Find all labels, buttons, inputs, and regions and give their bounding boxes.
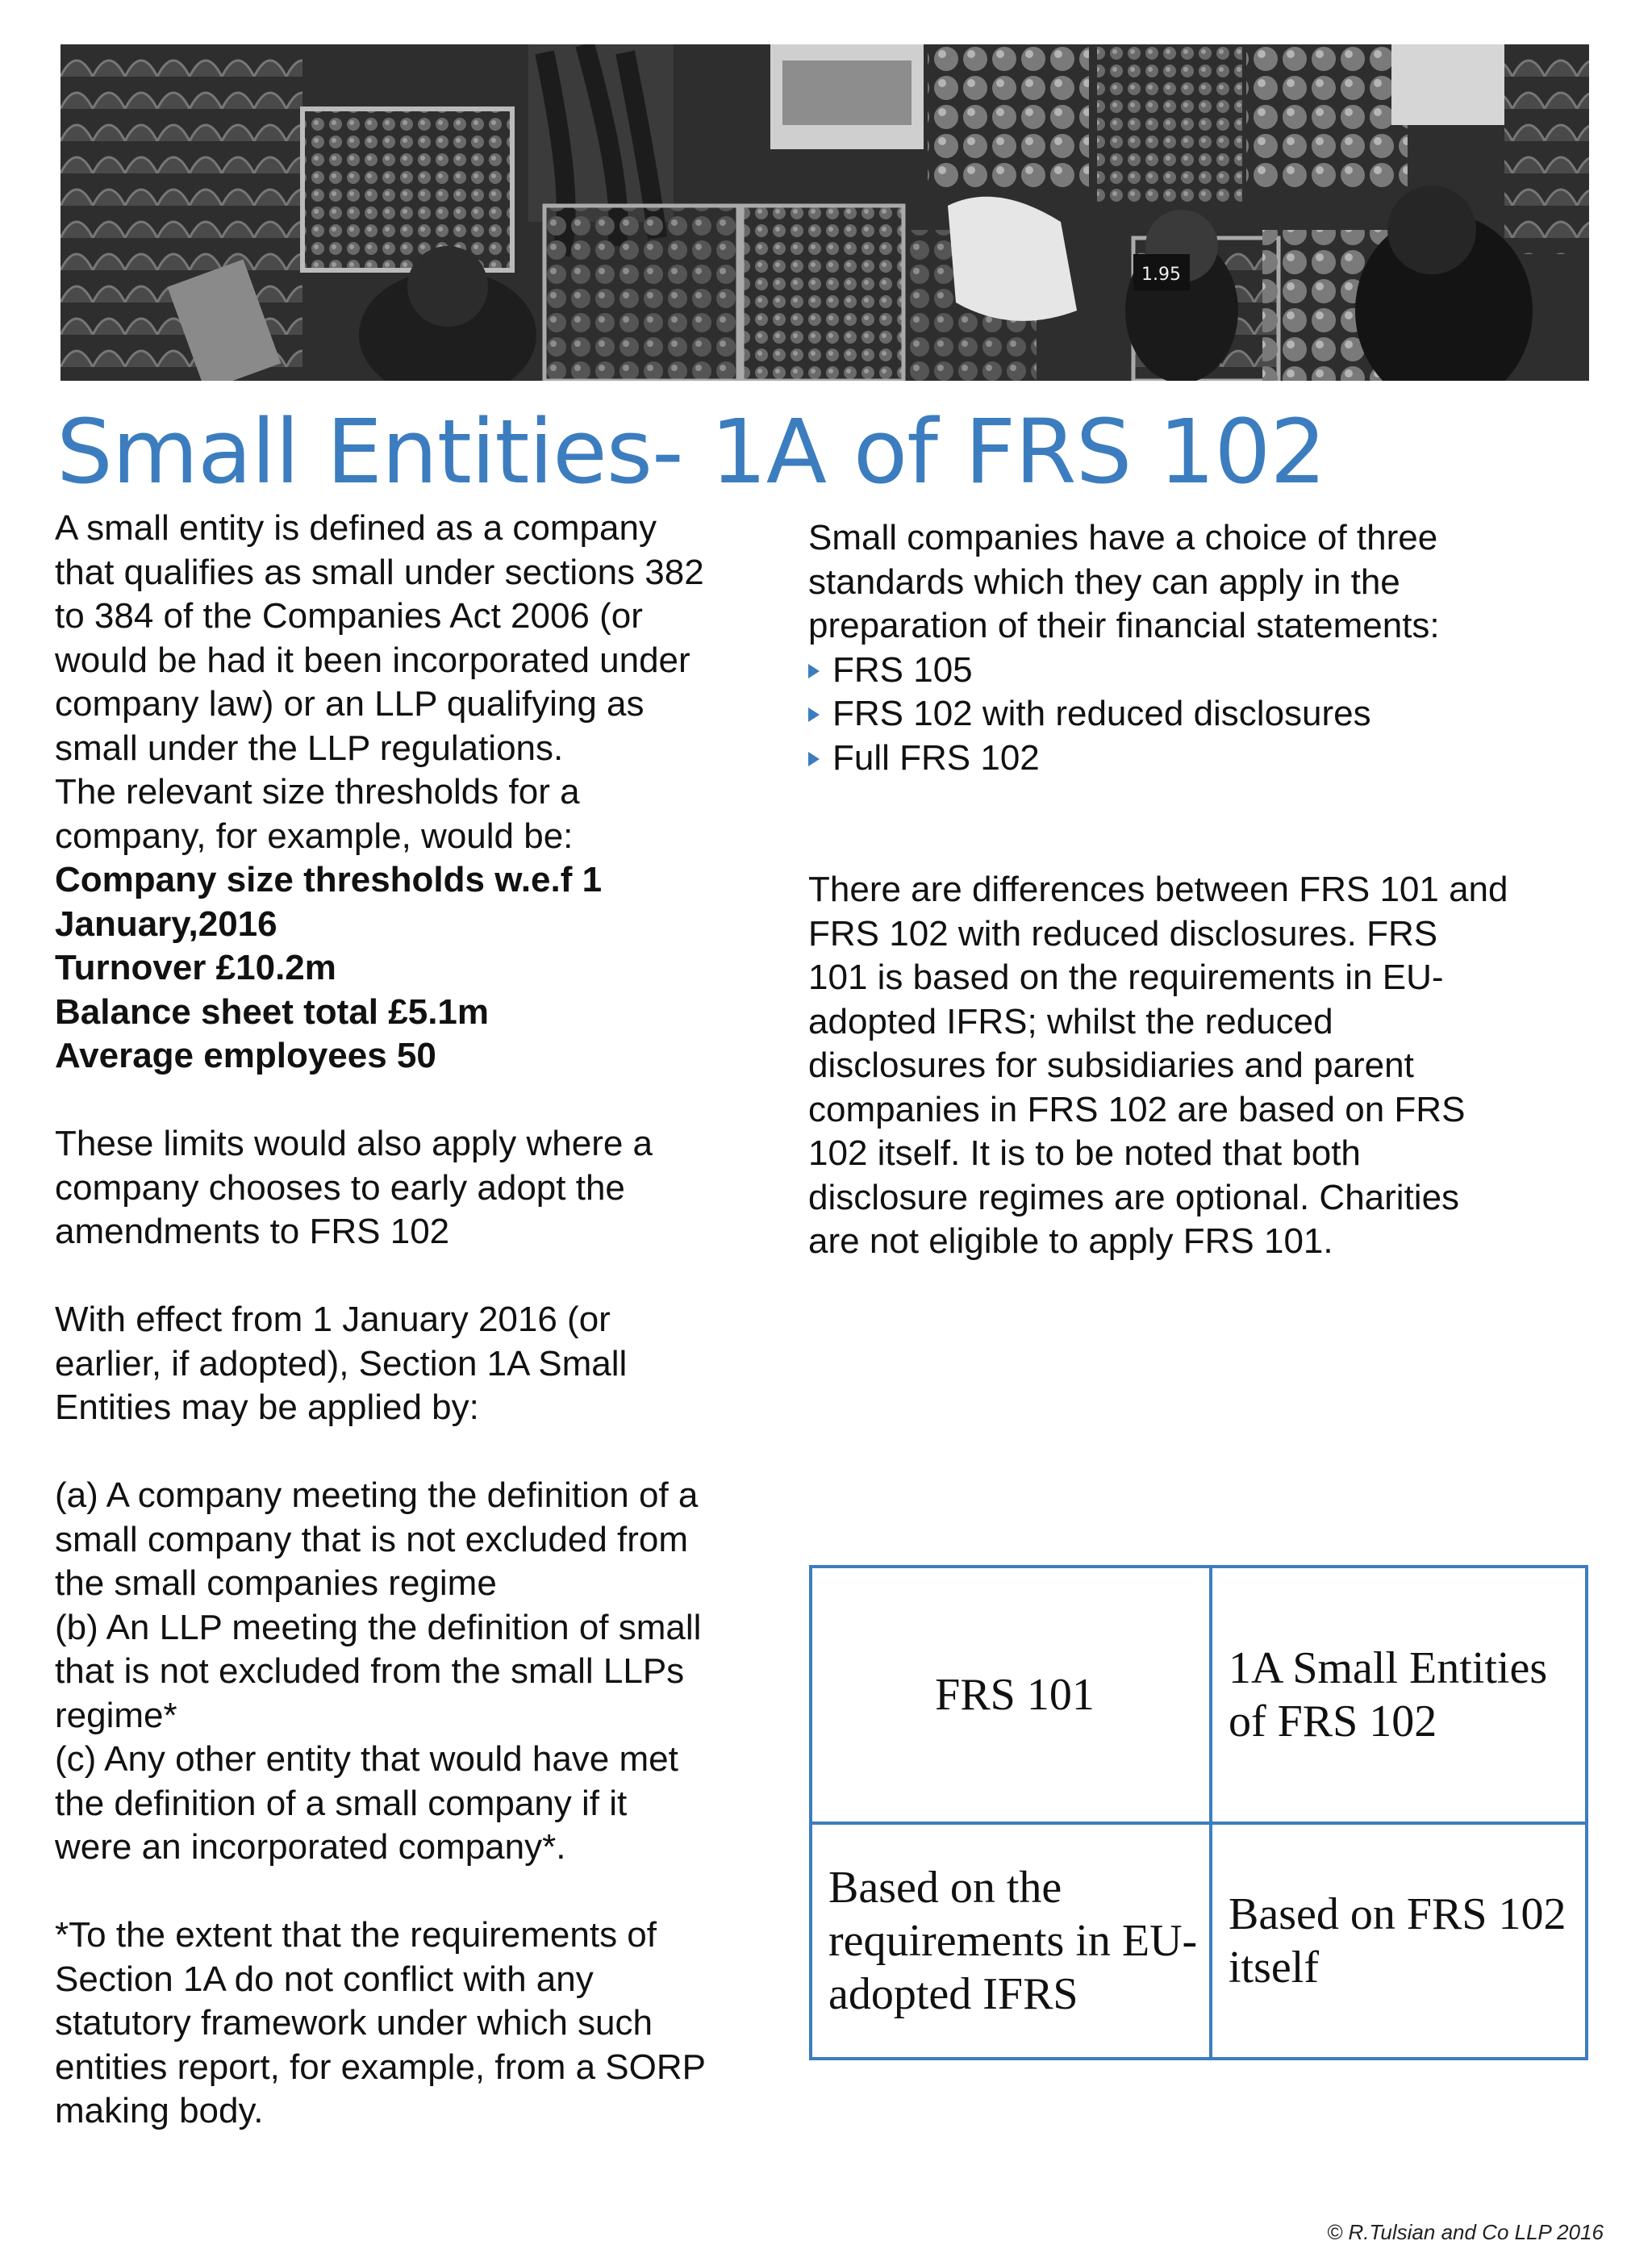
choice-paragraph bbox=[808, 516, 1599, 649]
text-line: company, for example, would be: bbox=[55, 816, 574, 856]
list-item: Full FRS 102 bbox=[808, 737, 1599, 781]
text-line: small company that is not excluded from bbox=[55, 1519, 689, 1559]
table-header-row bbox=[811, 1567, 1587, 1823]
text-line: company law) or an LLP qualifying as bbox=[55, 684, 645, 724]
text-line: were an incorporated company*. bbox=[55, 1827, 566, 1867]
employees-threshold: Average employees 50 bbox=[55, 1036, 436, 1075]
standards-list bbox=[808, 649, 1599, 781]
text-line: the definition of a small company if it bbox=[55, 1783, 628, 1823]
text-line: the small companies regime bbox=[55, 1563, 497, 1603]
text-line: disclosures for subsidiaries and parent bbox=[808, 1045, 1414, 1085]
applicable-entities-list bbox=[55, 1474, 781, 1870]
text-line: preparation of their financial statements: bbox=[808, 606, 1440, 645]
text-line: January,2016 bbox=[55, 903, 277, 944]
text-line: that is not excluded from the small LLPs bbox=[55, 1651, 685, 1691]
page-title: Small Entities- 1A of FRS 102 bbox=[56, 400, 1326, 503]
triangle-bullet-icon bbox=[808, 707, 820, 722]
market-produce-photo bbox=[60, 44, 1589, 381]
text-line: Company size thresholds w.e.f 1 bbox=[55, 860, 603, 899]
triangle-bullet-icon bbox=[808, 752, 820, 766]
left-column bbox=[55, 507, 781, 2134]
text-line: disclosure regimes are optional. Charities bbox=[808, 1177, 1460, 1217]
effect-paragraph bbox=[55, 1298, 781, 1430]
list-item: FRS 105 bbox=[808, 649, 1599, 693]
text-line: Small companies have a choice of three bbox=[808, 518, 1438, 557]
market-produce-image bbox=[60, 44, 1589, 381]
text-line: (a) A company meeting the definition of a bbox=[55, 1475, 699, 1515]
differences-paragraph bbox=[808, 868, 1599, 1264]
intro-paragraph bbox=[55, 507, 781, 858]
text-line: (c) Any other entity that would have met bbox=[55, 1739, 678, 1779]
table-header-cell-frs101: FRS 101 bbox=[811, 1567, 1211, 1823]
text-line: 101 is based on the requirements in EU- bbox=[808, 958, 1444, 997]
text-line: are not eligible to apply FRS 101. bbox=[808, 1221, 1333, 1261]
right-column bbox=[808, 516, 1599, 1264]
text-line: regime* bbox=[55, 1695, 177, 1735]
text-line: These limits would also apply where a bbox=[55, 1124, 653, 1163]
turnover-threshold: Turnover £10.2m bbox=[55, 948, 336, 987]
text-line: making body. bbox=[55, 2091, 264, 2130]
copyright-footer: © R.Tulsian and Co LLP 2016 bbox=[1327, 2220, 1604, 2244]
size-thresholds bbox=[55, 858, 781, 1079]
text-line: to 384 of the Companies Act 2006 (or bbox=[55, 596, 643, 636]
text-line: With effect from 1 January 2016 (or bbox=[55, 1300, 611, 1339]
text-line: 102 itself. It is to be noted that both bbox=[808, 1133, 1361, 1173]
text-line: The relevant size thresholds for a bbox=[55, 772, 580, 812]
text-line: amendments to FRS 102 bbox=[55, 1212, 450, 1251]
comparison-table bbox=[809, 1565, 1588, 2060]
text-line: would be had it been incorporated under bbox=[55, 640, 690, 680]
text-line: small under the LLP regulations. bbox=[55, 728, 564, 768]
table-header-cell-1a: 1A Small Entities of FRS 102 bbox=[1211, 1567, 1587, 1823]
text-line: earlier, if adopted), Section 1A Small bbox=[55, 1343, 628, 1383]
text-line: There are differences between FRS 101 and bbox=[808, 870, 1508, 909]
table-row bbox=[811, 1823, 1587, 2059]
table-cell-frs101-basis: Based on the requirements in EU-adopted IFRS bbox=[811, 1823, 1211, 2059]
text-line: companies in FRS 102 are based on FRS bbox=[808, 1089, 1466, 1129]
list-item: FRS 102 with reduced disclosures bbox=[808, 692, 1599, 737]
table-cell-1a-basis: Based on FRS 102 itself bbox=[1211, 1823, 1587, 2059]
text-line: Section 1A do not conflict with any bbox=[55, 1959, 594, 1999]
text-line: statutory framework under which such bbox=[55, 2003, 653, 2043]
text-line: (b) An LLP meeting the definition of small bbox=[55, 1607, 702, 1647]
text-line: A small entity is defined as a company bbox=[55, 508, 657, 548]
footnote-paragraph bbox=[55, 1913, 781, 2134]
text-line: *To the extent that the requirements of bbox=[55, 1915, 657, 1955]
text-line: company chooses to early adopt the bbox=[55, 1167, 625, 1208]
stall-price-sign: 1.95 bbox=[1141, 265, 1181, 285]
text-line: Entities may be applied by: bbox=[55, 1388, 479, 1427]
text-line: adopted IFRS; whilst the reduced bbox=[808, 1001, 1333, 1041]
text-line: entities report, for example, from a SORP bbox=[55, 2047, 706, 2087]
balance-sheet-threshold: Balance sheet total £5.1m bbox=[55, 991, 490, 1032]
triangle-bullet-icon bbox=[808, 664, 820, 678]
text-line: standards which they can apply in the bbox=[808, 561, 1400, 602]
text-line: that qualifies as small under sections 382 bbox=[55, 552, 704, 592]
text-line: FRS 102 with reduced disclosures. FRS bbox=[808, 913, 1438, 954]
limits-paragraph bbox=[55, 1122, 781, 1254]
